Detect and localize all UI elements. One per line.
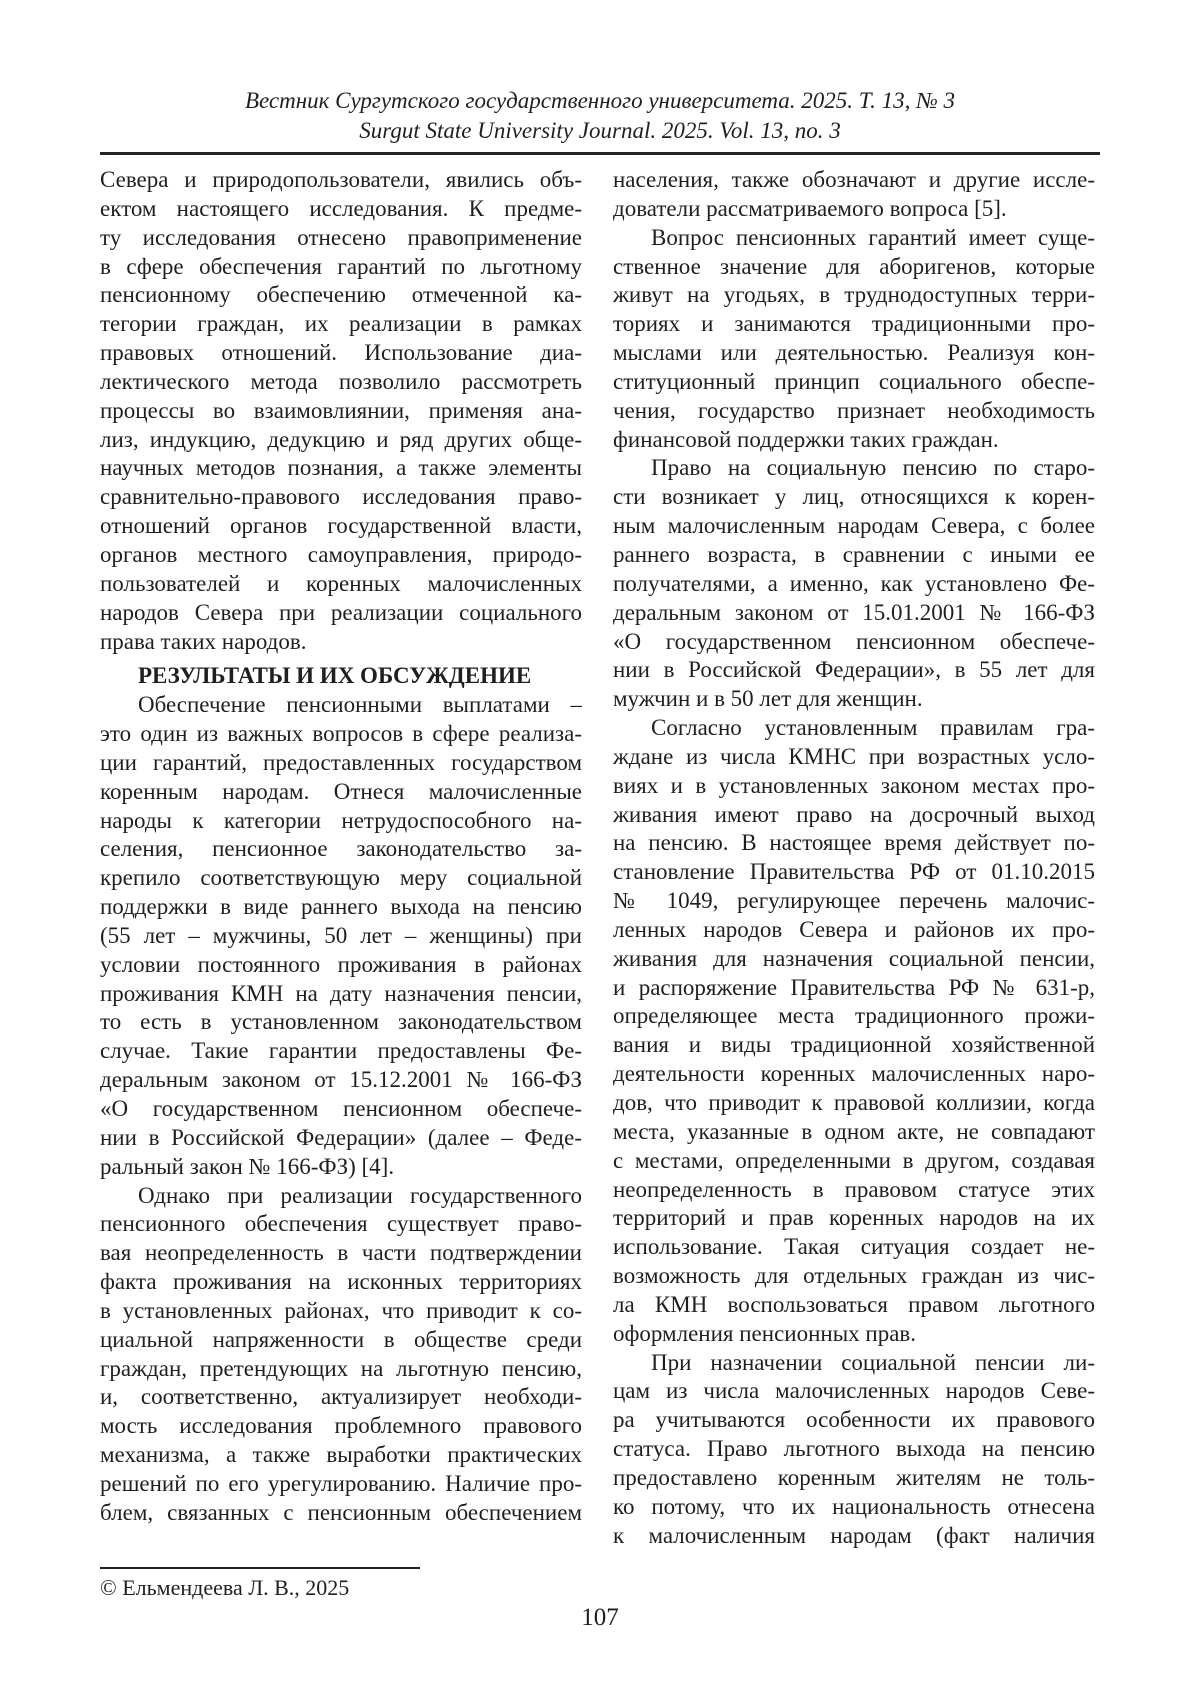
text-line: ко потому, что их национальность отнесена <box>613 1493 1095 1519</box>
text-line: «О государственном пенсионном обеспече- <box>100 1096 582 1121</box>
text-line: Согласно установленным правилам гра- <box>651 715 1095 741</box>
footnote-rule <box>100 1567 420 1569</box>
text-line: «О государственном пенсионном обеспече- <box>613 628 1095 654</box>
text-line: места, указанные в одном акте, не совпадают <box>613 1118 1095 1144</box>
text-line: определяющее места традиционного прожи- <box>613 1003 1095 1029</box>
text-line: раннего возраста, в сравнении с иными ее <box>613 541 1095 567</box>
text-line: Севера и природопользователи, явились объ- <box>100 167 582 192</box>
text-line: оформления пенсионных прав. <box>613 1320 917 1346</box>
text-line: случае. Такие гарантии предоставлены Фе- <box>100 1038 582 1064</box>
text-line: народов Севера при реализации социального <box>100 599 582 625</box>
text-line: живут на угодьях, в труднодоступных терри- <box>613 282 1095 308</box>
paragraph <box>613 224 1095 455</box>
text-line: в сфере обеспечения гарантий по льготному <box>100 253 582 279</box>
text-line: лектического метода позволило рассмотреть <box>100 368 582 394</box>
text-line: органов местного самоуправления, природо- <box>100 541 582 567</box>
text-line: циальной напряженности в обществе среди <box>100 1326 582 1352</box>
text-line: народы к категории нетрудоспособного на- <box>100 807 582 833</box>
text-line: ектом настоящего исследования. К предме- <box>100 195 582 221</box>
paragraph <box>613 714 1095 1349</box>
text-line: РЕЗУЛЬТАТЫ И ИХ ОБСУЖДЕНИЕ <box>138 663 532 689</box>
text-line: Однако при реализации государственного <box>138 1182 582 1208</box>
text-line: получателями, а именно, как установлено Фе- <box>613 570 1095 596</box>
text-line: в установленных районах, что приводит к со- <box>100 1297 582 1323</box>
text-line: блем, связанных с пенсионным обеспечением <box>100 1499 582 1525</box>
text-line: поддержки в виде раннего выхода на пенсию <box>100 894 582 920</box>
header-rule <box>100 152 1100 155</box>
text-line: Вопрос пенсионных гарантий имеет суще- <box>651 224 1095 250</box>
text-line: дов, что приводит к правовой коллизии, когда <box>613 1090 1095 1115</box>
text-column-left <box>100 166 582 1551</box>
text-line: чения, государство признает необходимость <box>613 397 1095 423</box>
text-line: ственное значение для аборигенов, которые <box>613 253 1095 279</box>
text-line: виях и в установленных законом местах про- <box>613 772 1095 798</box>
text-line: пенсионного обеспечения существует право- <box>100 1211 582 1237</box>
text-line: деральным законом от 15.01.2001 № 166-ФЗ <box>613 599 1095 625</box>
text-line: правовых отношений. Использование диа- <box>100 340 582 366</box>
paragraph <box>613 454 1095 714</box>
text-line: с местами, определенными в другом, создавая <box>613 1147 1095 1173</box>
text-line: механизма, а также выработки практических <box>100 1442 582 1468</box>
text-line: научных методов познания, а также элементы <box>100 455 582 481</box>
paragraph <box>100 1182 582 1528</box>
paragraph <box>100 166 582 656</box>
text-line: Обеспечение пенсионными выплатами – <box>138 692 582 718</box>
paragraph <box>613 166 1095 224</box>
journal-title-ru: Вестник Сургутского государственного университета. 2025. Т. 13, № 3 <box>244 88 956 113</box>
text-line: тегории граждан, их реализации в рамках <box>100 311 582 337</box>
page-number: 107 <box>581 1603 619 1631</box>
text-line: территорий и прав коренных народов на их <box>613 1205 1095 1231</box>
text-line: сти возникает у лиц, относящихся к корен- <box>613 484 1095 510</box>
text-line: нии в Российской Федерации» (далее – Феде- <box>100 1124 582 1150</box>
text-line: и распоряжение Правительства РФ № 631-р, <box>613 974 1095 1000</box>
text-line: и, соответственно, актуализирует необходи- <box>100 1384 582 1410</box>
text-line: вания и виды традиционной хозяйственной <box>613 1032 1095 1058</box>
text-line: крепило соответствующую меру социальной <box>100 865 582 891</box>
text-line: использование. Такая ситуация создает не- <box>613 1234 1095 1260</box>
text-line: мыслами или деятельностью. Реализуя кон- <box>613 340 1095 366</box>
text-line: статуса. Право льготного выхода на пенсию <box>613 1436 1095 1462</box>
text-line: ленных народов Севера и районов их про- <box>613 916 1095 942</box>
text-line: дователи рассматриваемого вопроса [5]. <box>613 195 1007 221</box>
text-line: населения, также обозначают и другие иссле- <box>613 167 1095 192</box>
text-line: ральный закон № 166-ФЗ) [4]. <box>100 1153 395 1179</box>
text-line: это один из важных вопросов в сфере реализа- <box>100 721 582 747</box>
text-line: возможность для отдельных граждан из чис- <box>613 1263 1095 1289</box>
text-line: цам из числа малочисленных народов Севе- <box>613 1378 1095 1404</box>
text-line: к малочисленным народам (факт наличия <box>613 1522 1095 1548</box>
text-line: № 1049, регулирующее перечень малочис- <box>613 888 1095 914</box>
text-line: нии в Российской Федерации», в 55 лет для <box>613 657 1095 683</box>
paragraph <box>613 1349 1095 1551</box>
text-line: ла КМН воспользоваться правом льготного <box>613 1291 1095 1317</box>
text-line: пользователей и коренных малочисленных <box>100 570 582 596</box>
text-line: неопределенность в правовом статусе этих <box>613 1176 1095 1202</box>
text-line: Право на социальную пенсию по старо- <box>651 455 1095 481</box>
running-head <box>100 86 1100 146</box>
text-line: ным малочисленным народам Севера, с более <box>613 513 1095 539</box>
text-line: (55 лет – мужчины, 50 лет – женщины) при <box>100 922 582 948</box>
text-line: При назначении социальной пенсии ли- <box>651 1349 1095 1375</box>
text-line: деральным законом от 15.12.2001 № 166-ФЗ <box>100 1067 582 1093</box>
text-line: проживания КМН на дату назначения пенсии, <box>100 980 582 1006</box>
paragraph <box>100 691 582 1181</box>
copyright-line: © Ельмендеева Л. В., 2025 <box>100 1574 350 1600</box>
text-line: ждане из числа КМНС при возрастных усло- <box>613 743 1095 769</box>
text-line: на пенсию. В настоящее время действует по- <box>613 830 1095 856</box>
text-line: ра учитываются особенности их правового <box>613 1407 1095 1433</box>
text-line: предоставлено коренным жителям не толь- <box>613 1464 1095 1490</box>
section-heading <box>100 662 582 691</box>
text-line: условии постоянного проживания в районах <box>100 951 582 977</box>
text-line: решений по его урегулированию. Наличие про- <box>100 1470 582 1496</box>
text-line: мужчин и в 50 лет для женщин. <box>613 686 923 712</box>
text-line: граждан, претендующих на льготную пенсию, <box>100 1355 582 1381</box>
text-line: то есть в установленном законодательством <box>100 1009 582 1035</box>
text-line: деятельности коренных малочисленных наро- <box>613 1061 1095 1087</box>
text-line: селения, пенсионное законодательство за- <box>100 836 582 862</box>
text-column-right <box>613 166 1095 1551</box>
text-line: живания имеют право на досрочный выход <box>613 801 1095 827</box>
two-column-body <box>100 166 1100 1551</box>
text-line: факта проживания на исконных территориях <box>100 1269 582 1295</box>
text-line: отношений органов государственной власти, <box>100 513 582 539</box>
text-line: пенсионному обеспечению отмеченной ка- <box>100 282 582 308</box>
text-line: мость исследования проблемного правового <box>100 1413 582 1439</box>
text-line: финансовой поддержки таких граждан. <box>613 426 999 452</box>
text-line: коренным народам. Отнеся малочисленные <box>100 778 582 804</box>
text-line: живания для назначения социальной пенсии, <box>613 945 1095 971</box>
journal-title-en: Surgut State University Journal. 2025. Vol. 13, no. 3 <box>359 118 841 143</box>
text-line: вая неопределенность в части подтверждении <box>100 1240 582 1266</box>
text-line: ту исследования отнесено правоприменение <box>100 224 582 250</box>
text-line: лиз, индукцию, дедукцию и ряд других обще- <box>100 426 582 452</box>
text-line: ституционный принцип социального обеспе- <box>613 368 1095 394</box>
text-line: ции гарантий, предоставленных государством <box>100 749 582 775</box>
text-line: становление Правительства РФ от 01.10.2015 <box>613 859 1095 885</box>
text-line: сравнительно-правового исследования право- <box>100 484 582 510</box>
text-line: ториях и занимаются традиционными про- <box>613 311 1095 337</box>
text-line: права таких народов. <box>100 628 307 654</box>
text-line: процессы во взаимовлиянии, применяя ана- <box>100 397 582 423</box>
